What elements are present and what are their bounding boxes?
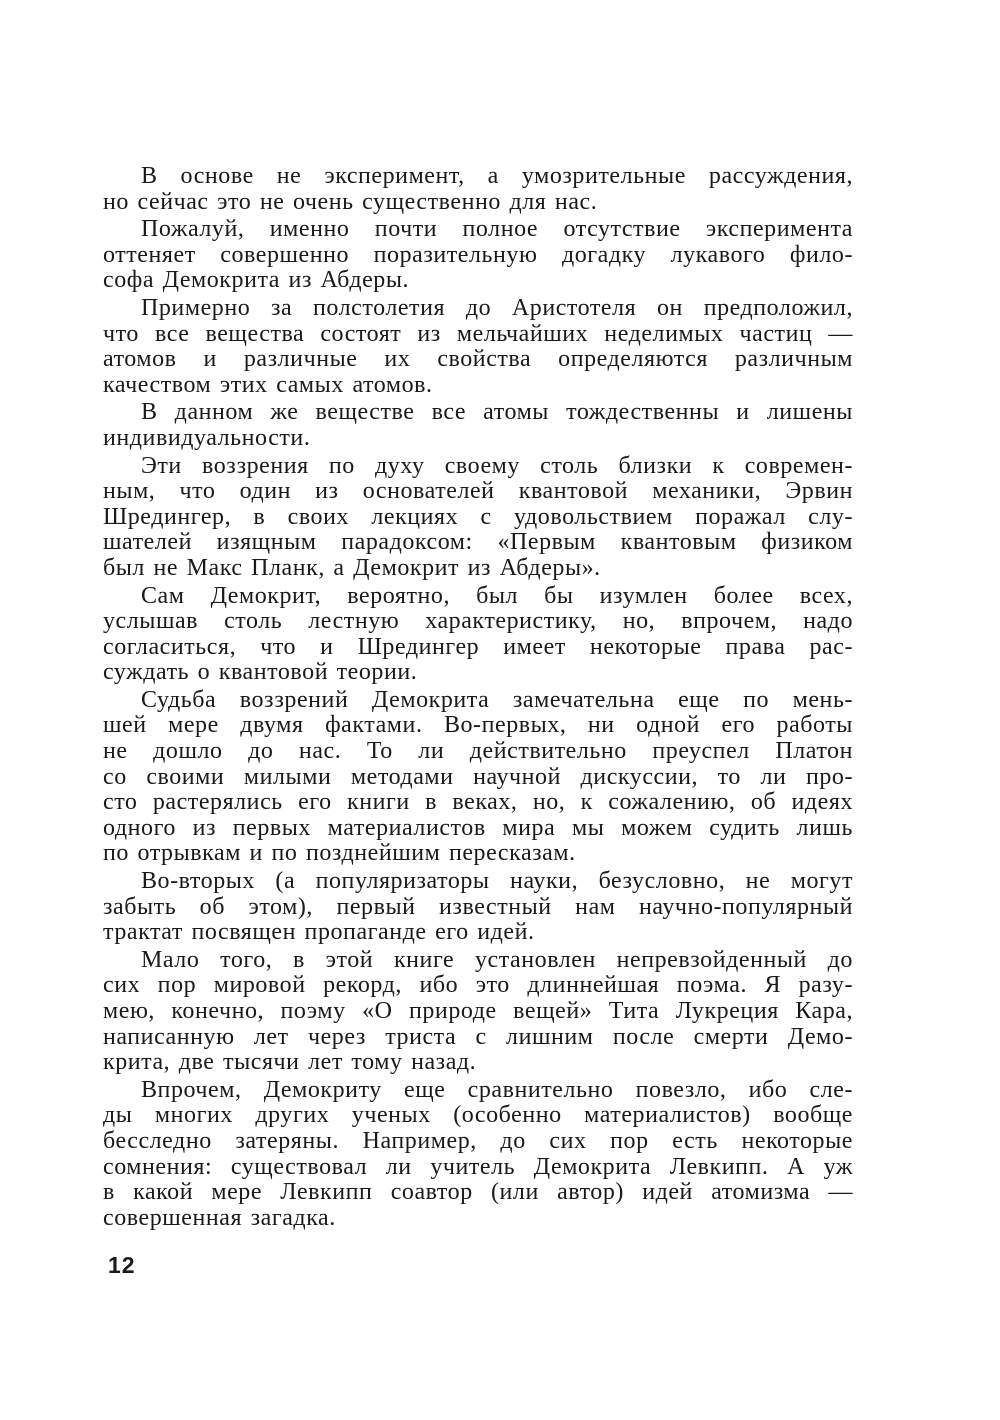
paragraph bbox=[103, 164, 853, 215]
text-line: софа Демокрита из Абдеры. bbox=[103, 267, 410, 294]
text-line: согласиться, что и Шредингер имеет некоторые права рас- bbox=[103, 633, 853, 660]
paragraph-list bbox=[103, 164, 853, 1231]
text-line: атомов и различные их свойства определяются различным bbox=[103, 346, 853, 373]
text-line: трактат посвящен пропаганде его идей. bbox=[103, 919, 535, 946]
text-line: В основе не эксперимент, а умозрительные рассуждения, bbox=[141, 163, 853, 189]
text-line: что все вещества состоят из мельчайших неделимых частиц — bbox=[103, 320, 853, 347]
text-line: шей мере двумя фактами. Во-первых, ни одной его работы bbox=[103, 712, 853, 739]
paragraph bbox=[103, 400, 853, 451]
text-line: сомнения: существовал ли учитель Демокрита Левкипп. А уж bbox=[103, 1153, 853, 1180]
text-line: качеством этих самых атомов. bbox=[103, 371, 433, 398]
text-line: шателей изящным парадоксом: «Первым квантовым физиком bbox=[103, 529, 853, 556]
text-line: одного из первых материалистов мира мы можем судить лишь bbox=[103, 814, 853, 841]
text-line: был не Макс Планк, а Демокрит из Абдеры». bbox=[103, 554, 601, 581]
text-line: в какой мере Левкипп соавтор (или автор) идей атомизма — bbox=[103, 1179, 853, 1206]
paragraph bbox=[103, 948, 853, 1076]
text-line: сих пор мировой рекорд, ибо это длиннейшая поэма. Я разу- bbox=[103, 972, 853, 999]
paragraph bbox=[103, 217, 853, 294]
text-line: мею, конечно, поэму «О природе вещей» Тита Лукреция Кара, bbox=[103, 998, 853, 1024]
text-line: по отрывкам и по позднейшим пересказам. bbox=[103, 840, 576, 867]
text-line: крита, две тысячи лет тому назад. bbox=[103, 1049, 477, 1076]
text-line: Пожалуй, именно почти полное отсутствие эксперимента bbox=[141, 216, 853, 243]
text-line: оттеняет совершенно поразительную догадку лукавого фило- bbox=[103, 241, 853, 268]
text-line: Судьба воззрений Демокрита замечательна еще по мень- bbox=[141, 686, 853, 713]
text-line: Во-вторых (а популяризаторы науки, безусловно, не могут bbox=[141, 868, 853, 895]
text-line: Примерно за полстолетия до Аристотеля он предположил, bbox=[141, 294, 853, 321]
text-line: услышав столь лестную характеристику, но, впрочем, надо bbox=[103, 608, 853, 635]
text-line: В данном же веществе все атомы тождественны и лишены bbox=[141, 399, 853, 426]
paragraph bbox=[103, 584, 853, 686]
text-line: суждать о квантовой теории. bbox=[103, 659, 418, 686]
page-body bbox=[103, 164, 853, 1233]
paragraph bbox=[103, 454, 853, 582]
text-line: сто растерялись его книги в веках, но, к сожалению, об идеях bbox=[103, 789, 853, 816]
text-line: Шредингер, в своих лекциях с удовольствием поражал слу- bbox=[103, 503, 853, 530]
text-line: Эти воззрения по духу своему столь близки к современ- bbox=[141, 452, 853, 479]
text-line: со своими милыми методами научной дискуссии, то ли про- bbox=[103, 763, 853, 790]
paragraph bbox=[103, 869, 853, 946]
paragraph bbox=[103, 688, 853, 867]
text-line: написанную лет через триста с лишним после смерти Демо- bbox=[103, 1023, 853, 1050]
text-line: но сейчас это не очень существенно для нас. bbox=[103, 188, 598, 215]
text-line: Мало того, в этой книге установлен непревзойденный до bbox=[141, 946, 853, 973]
text-line: ды многих других ученых (особенно материалистов) вообще bbox=[103, 1102, 853, 1129]
paragraph bbox=[103, 296, 853, 398]
text-line: не дошло до нас. То ли действительно преуспел Платон bbox=[103, 738, 853, 765]
text-line: Сам Демокрит, вероятно, был бы изумлен более всех, bbox=[141, 582, 853, 609]
paragraph bbox=[103, 1078, 853, 1232]
page-number: 12 bbox=[108, 1252, 136, 1278]
text-line: Впрочем, Демокриту еще сравнительно повезло, ибо сле- bbox=[141, 1076, 853, 1103]
text-line: индивидуальности. bbox=[103, 424, 311, 451]
text-line: совершенная загадка. bbox=[103, 1204, 336, 1231]
text-line: бесследно затеряны. Например, до сих пор есть некоторые bbox=[103, 1127, 853, 1154]
text-line: забыть об этом), первый известный нам научно-популярный bbox=[103, 893, 853, 920]
text-line: ным, что один из основателей квантовой механики, Эрвин bbox=[103, 478, 853, 505]
